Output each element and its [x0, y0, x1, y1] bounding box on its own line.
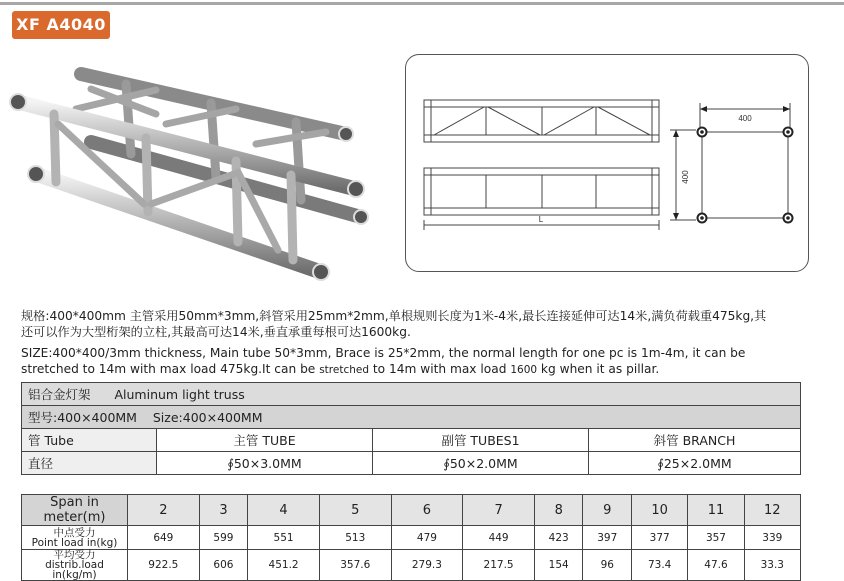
- description-cn-line2: 还可以作为大型桁架的立柱,其最高可达14米,垂直承重每根可达1600kg.: [21, 325, 411, 339]
- distrib-load-cell: 357.6: [319, 550, 391, 581]
- dim-height-label: 400: [681, 170, 690, 184]
- distrib-load-cell: 217.5: [463, 550, 535, 581]
- product-name-cn: 铝合金灯架: [28, 387, 91, 402]
- span-label: Span in meter(m): [22, 495, 128, 526]
- distrib-load-cell: 606: [199, 550, 248, 581]
- product-name-en: Aluminum light truss: [114, 387, 245, 402]
- span-cell: 2: [128, 495, 200, 526]
- span-cell: 7: [463, 495, 535, 526]
- point-load-cell: 479: [391, 526, 463, 550]
- span-cell: 10: [632, 495, 688, 526]
- span-cell: 11: [688, 495, 744, 526]
- point-load-cell: 649: [128, 526, 200, 550]
- span-cell: 8: [534, 495, 583, 526]
- point-load-cell: 423: [534, 526, 583, 550]
- spec-branch-diameter: ∮25×2.0MM: [589, 452, 801, 475]
- description-en-part: kg when it as pillar.: [537, 362, 660, 376]
- distrib-load-cell: 47.6: [688, 550, 744, 581]
- description-en-part: 1600: [510, 364, 538, 376]
- distrib-load-cell: 922.5: [128, 550, 200, 581]
- spec-sub-tube-header: 副管 TUBES1: [373, 429, 589, 452]
- spec-row-model: 型号:400×400MM Size:400×400MM: [22, 406, 801, 429]
- description-en-line1: SIZE:400*400/3mm thickness, Main tube 50*3mm, Brace is 25*2mm, the normal length for one pc is 1m-4m, it can be: [21, 346, 746, 360]
- span-cell: 9: [583, 495, 632, 526]
- top-divider: [0, 2, 844, 5]
- point-load-cell: 377: [632, 526, 688, 550]
- point-load-cell: 357: [688, 526, 744, 550]
- description-en-line2: [21, 361, 659, 378]
- point-load-cell: 513: [319, 526, 391, 550]
- spec-branch-header: 斜管 BRANCH: [589, 429, 801, 452]
- distrib-load-cell: 154: [534, 550, 583, 581]
- point-load-label: [22, 526, 128, 550]
- point-load-cell: 339: [744, 526, 800, 550]
- dim-width-label: 400: [738, 114, 752, 123]
- point-load-label-cn: 中点受力: [53, 526, 96, 539]
- spec-tube-label: 管 Tube: [22, 429, 157, 452]
- distrib-load-label: [22, 550, 128, 581]
- span-cell: 5: [319, 495, 391, 526]
- distrib-load-cell: 33.3: [744, 550, 800, 581]
- point-load-label-en: Point load in(kg): [31, 536, 118, 549]
- description-en-part: stretched: [319, 364, 369, 376]
- span-cell: 12: [744, 495, 800, 526]
- point-load-cell: 551: [248, 526, 320, 550]
- description-en-part: stretched to 14m with max load 475kg.It can be: [21, 362, 320, 376]
- point-load-cell: 449: [463, 526, 535, 550]
- span-cell: 3: [199, 495, 248, 526]
- distrib-load-cell: 451.2: [248, 550, 320, 581]
- distrib-load-cell: 279.3: [391, 550, 463, 581]
- distrib-load-label-cn: 平均受力: [53, 549, 96, 561]
- point-load-cell: 397: [583, 526, 632, 550]
- spec-main-tube-header: 主管 TUBE: [157, 429, 373, 452]
- spec-table: [21, 382, 801, 475]
- model-title: XF A4040: [12, 11, 110, 39]
- spec-row-product: [22, 383, 801, 406]
- distrib-load-cell: 73.4: [632, 550, 688, 581]
- distrib-load-label-en: distrib.load in(kg/m): [45, 559, 104, 581]
- span-cell: 4: [248, 495, 320, 526]
- spec-diameter-label: 直径: [22, 452, 157, 475]
- spec-main-tube-diameter: ∮50×3.0MM: [157, 452, 373, 475]
- distrib-load-cell: 96: [583, 550, 632, 581]
- point-load-cell: 599: [199, 526, 248, 550]
- description-cn-line1: 规格:400*400mm 主管采用50mm*3mm,斜管采用25mm*2mm,单根规则长度为1米-4米,最长连接延伸可达14米,满负荷载重475kg,其: [21, 309, 767, 323]
- description-en-part: to 14m with max load: [369, 362, 511, 376]
- spec-sub-tube-diameter: ∮50×2.0MM: [373, 452, 589, 475]
- technical-drawing: [405, 54, 809, 272]
- dim-length-label: L: [538, 215, 544, 224]
- truss-photo: [6, 54, 386, 294]
- span-cell: 6: [391, 495, 463, 526]
- load-table: [21, 494, 801, 581]
